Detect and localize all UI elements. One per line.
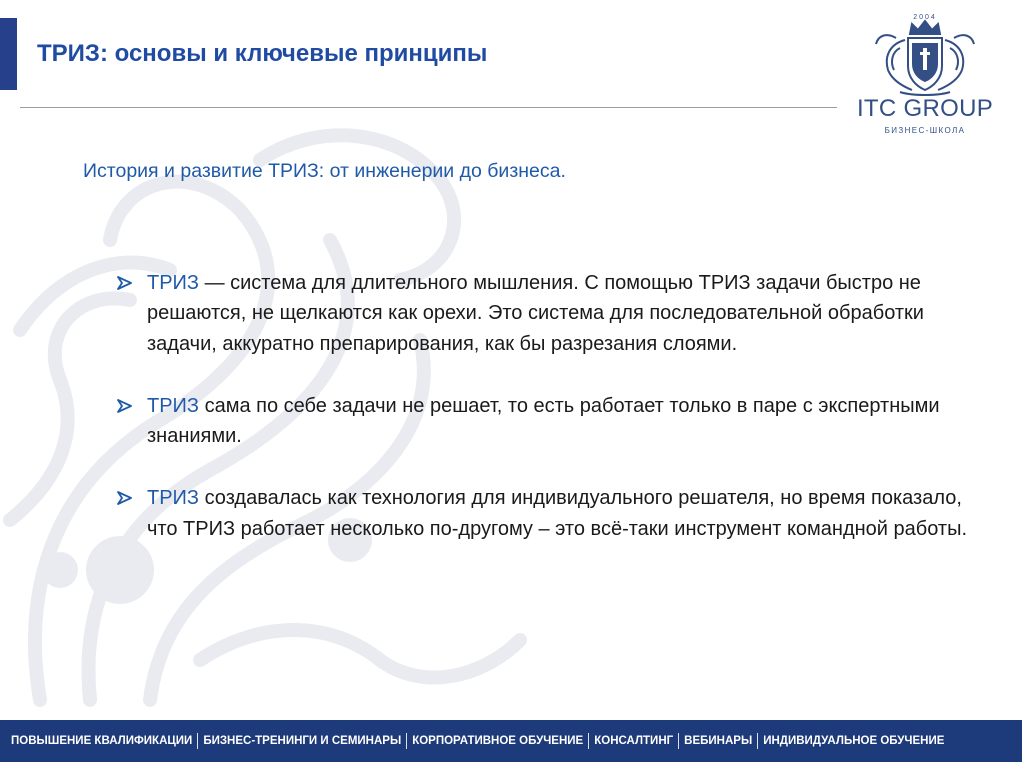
company-logo [850,8,1000,138]
footer-link-webinars[interactable]: ВЕБИНАРЫ [684,735,753,747]
logo-year: 2004 [913,14,937,21]
footer-link-qualification[interactable]: ПОВЫШЕНИЕ КВАЛИФИКАЦИИ [11,735,193,747]
bullet-keyword: ТРИЗ [147,394,200,417]
arrow-bullet-icon [117,491,132,505]
bullet-keyword: ТРИЗ [147,272,200,294]
crest-logo-icon [850,8,1000,98]
bullet-text: — система для длительного мышления. С помощью ТРИЗ задачи быстро не решаются, не щелкаются как орехи. Это система для последовательной обработки задачи, аккуратно препарирования, как бы разрезания слоями. [147,272,924,355]
bullet-item [117,268,977,359]
arrow-bullet-icon [117,399,132,413]
left-accent-bar [0,18,17,90]
bullet-text: сама по себе задачи не решает, то есть работает только в паре с экспертными знаниями. [147,394,940,448]
logo-tagline: БИЗНЕС-ШКОЛА [884,126,966,135]
footer-separator [757,733,758,749]
footer-separator [678,733,679,749]
footer-separator [588,733,589,749]
bullet-list [117,268,977,544]
bullet-item [117,391,977,452]
arrow-bullet-icon [117,276,132,290]
footer-separator [197,733,198,749]
footer-bar [0,720,1022,762]
slide-title: ТРИЗ: основы и ключевые принципы [37,40,488,67]
bullet-item [117,483,977,544]
footer-link-individual[interactable]: ИНДИВИДУАЛЬНОЕ ОБУЧЕНИЕ [763,735,945,747]
footer-link-trainings[interactable]: БИЗНЕС-ТРЕНИНГИ И СЕМИНАРЫ [203,735,402,747]
header-divider [20,107,837,108]
footer-link-corporate[interactable]: КОРПОРАТИВНОЕ ОБУЧЕНИЕ [412,735,584,747]
slide-subtitle: История и развитие ТРИЗ: от инженерии до бизнеса. [83,160,566,182]
footer-link-consulting[interactable]: КОНСАЛТИНГ [594,735,674,747]
logo-name: ITC GROUP [856,95,994,122]
bullet-text: создавалась как технология для индивидуального решателя, но время показало, что ТРИЗ работает несколько по-другому – это всё-таки инструмент командной работы. [147,487,968,540]
footer-separator [406,733,407,749]
bullet-keyword: ТРИЗ [147,487,200,510]
